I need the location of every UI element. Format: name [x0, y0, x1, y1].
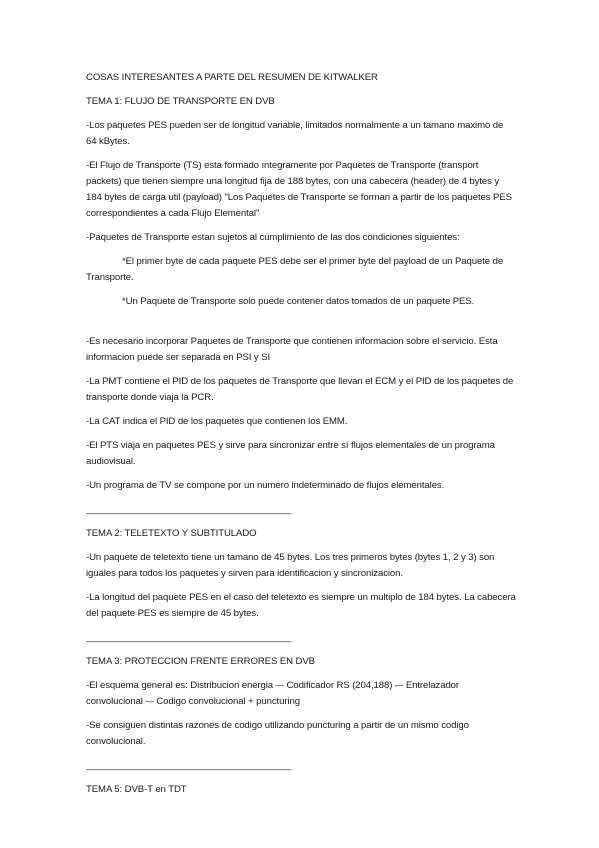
paragraph: -Un paquete de teletexto tiene un tamano de 45 bytes. Los tres primeros bytes (bytes 1, 2 y 3) son iguales para todos los paquetes y sirven para identificacion y sincronizacion.: [86, 552, 495, 579]
paragraph: -Es necesario incorporar Paquetes de Transporte que contienen informacion sobre el servicio. Esta informacion puede ser separada en PSI y SI: [86, 336, 498, 363]
paragraph: -Un programa de TV se compone por un numero indeterminado de flujos elementales.: [86, 480, 445, 491]
section-heading-tema-5: TEMA 5: DVB-T en TDT: [86, 784, 187, 795]
document-body: [86, 70, 516, 806]
section-separator: ________________________________________: [86, 504, 292, 515]
bullet-paragraph: *Un Paquete de Transporte solo puede contener datos tomados de un paquete PES.: [122, 296, 475, 307]
section-heading-tema-1: TEMA 1: FLUJO DE TRANSPORTE EN DVB: [86, 96, 275, 107]
paragraph: -La PMT contiene el PID de los paquetes de Transporte que llevan el ECM y el PID de los paquetes de transporte donde viaja la PCR.: [86, 376, 514, 403]
paragraph: -Se consiguen distintas razones de codigo utilizando puncturing a partir de un mismo codigo convolucional.: [86, 720, 469, 747]
paragraph: -La CAT indica el PID de los paquetes que contienen los EMM.: [86, 416, 348, 427]
document-title: COSAS INTERESANTES A PARTE DEL RESUMEN DE KITWALKER: [86, 72, 378, 83]
section-separator: ________________________________________: [86, 760, 292, 771]
paragraph: -El PTS viaja en paquetes PES y sirve para sincronizar entre sí flujos elementales de un programa audiovisual.: [86, 440, 495, 467]
paragraph: -La longitud del paquete PES en el caso del teletexto es siempre un multiplo de 184 bytes. La cabecera del paquete PES es siempre de 45 bytes.: [86, 592, 516, 619]
paragraph: -El esquema general es: Distribucion energia –- Codificador RS (204,188) –- Entrelazador convolucional -– Codigo convolucional + puncturing: [86, 680, 460, 707]
paragraph: -Paquetes de Transporte estan sujetos al cumplimiento de las dos condiciones siguientes:: [86, 232, 460, 243]
blank-line: [86, 318, 516, 334]
section-separator: ________________________________________: [86, 632, 292, 643]
paragraph: -El Flujo de Transporte (TS) esta formado ıntegramente por Paquetes de Transporte (transport packets) que tienen siempre una longitud fija de 188 bytes, con una cabecera (header) de 4 bytes y 184 bytes de carga util (payload) "Los Paquetes de Transporte se forman a partir de los paquetes PES correspondientes a cada Flujo Elemental": [86, 160, 512, 219]
bullet-paragraph: *El primer byte de cada paquete PES debe ser el primer byte del payload de un Paquete de Transporte.: [86, 256, 504, 283]
paragraph: -Los paquetes PES pueden ser de longitud variable, limitados normalmente a un tamano maximo de 64 kBytes.: [86, 120, 504, 147]
section-heading-tema-3: TEMA 3: PROTECCION FRENTE ERRORES EN DVB: [86, 656, 315, 667]
section-heading-tema-2: TEMA 2: TELETEXTO Y SUBTITULADO: [86, 528, 257, 539]
